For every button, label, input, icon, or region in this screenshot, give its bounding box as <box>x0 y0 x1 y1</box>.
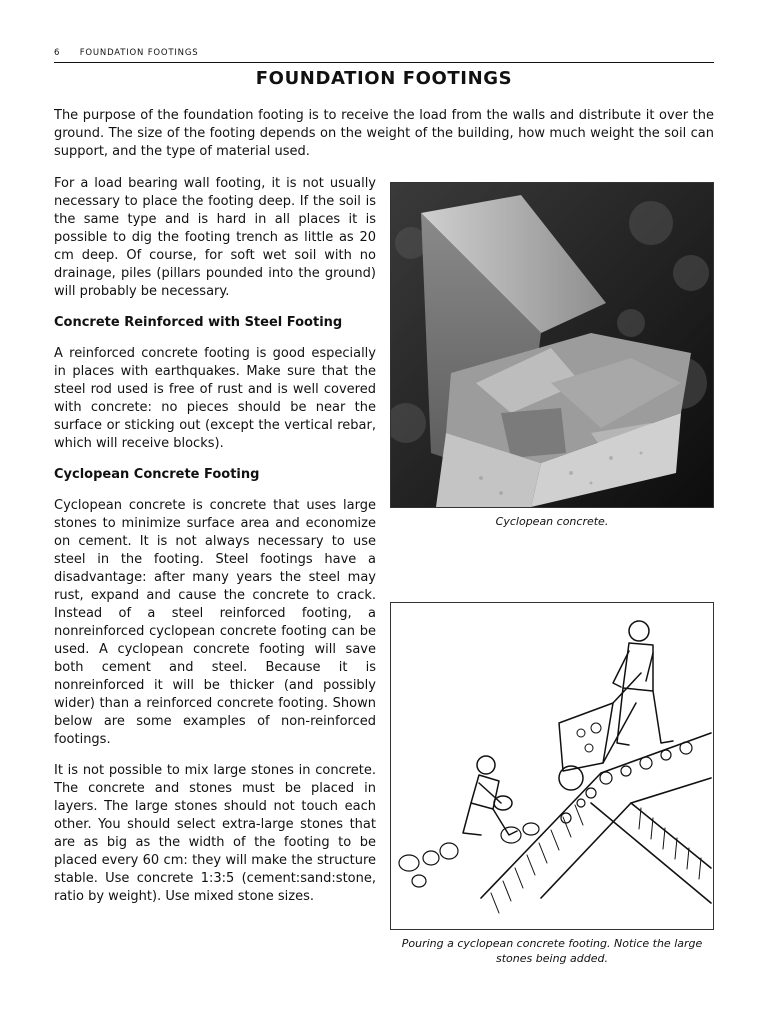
page-title: FOUNDATION FOOTINGS <box>255 68 513 89</box>
running-header <box>54 48 714 63</box>
page <box>54 0 714 1024</box>
line-drawing <box>391 603 713 929</box>
running-title: FOUNDATION FOOTINGS <box>79 48 199 58</box>
intro-paragraph: The purpose of the foundation footing is to receive the load from the walls and distribute it over the ground. The size of the footing depends on the weight of the building, how much weight the soil can support, and the type of material used. <box>54 108 714 159</box>
left-column <box>54 175 376 919</box>
photo-caption: Cyclopean concrete. <box>495 515 609 528</box>
paragraph-reinforced-footing: A reinforced concrete footing is good especially in places with earthquakes. Make sure that the steel rod used is free of rust and is well covered with concrete: no pieces should be near the surface or sticking out (except the vertical rebar, which will receive blocks). <box>54 346 376 451</box>
pouring-footing-drawing <box>390 602 714 930</box>
figure-pouring-drawing <box>390 602 714 966</box>
heading-cyclopean-footing: Cyclopean Concrete Footing <box>54 467 260 482</box>
paragraph-mixing-stones: It is not possible to mix large stones in concrete. The concrete and stones must be placed in layers. The large stones should not touch each other. You should select extra-large stones that are as big as the width of the footing to be placed every 60 cm: they will make the structure stable. Use concrete 1:3:5 (cement:sand:stone, ratio by weight). Use mixed stone sizes. <box>54 763 376 904</box>
paragraph-wall-footing: For a load bearing wall footing, it is not usually necessary to place the footing deep. If the soil is the same type and is hard in all places it is possible to dig the footing trench as little as 20 cm deep. Of course, for soft wet soil with no drainage, piles (pillars pounded into the ground) will probably be necessary. <box>54 176 376 299</box>
figure-cyclopean-photo <box>390 182 714 529</box>
photo-illustration <box>391 183 713 507</box>
heading-reinforced-footing: Concrete Reinforced with Steel Footing <box>54 315 343 330</box>
page-number: 6 <box>54 48 61 58</box>
drawing-caption: Pouring a cyclopean concrete footing. Notice the large stones being added. <box>401 937 703 965</box>
cyclopean-concrete-photo <box>390 182 714 508</box>
paragraph-cyclopean-concrete: Cyclopean concrete is concrete that uses large stones to minimize surface area and economize on cement. It is not always necessary to use steel in the footing. Steel footings have a disadvantage: after many years the steel may rust, expand and cause the concrete to crack. Instead of a steel reinforced footing, a nonreinforced cyclopean concrete footing can be used. A cyclopean concrete footing will save both cement and steel. Because it is nonreinforced it will be thicker (and possibly wider) than a reinforced concrete footing. Shown below are some examples of non-reinforced footings. <box>54 498 376 747</box>
